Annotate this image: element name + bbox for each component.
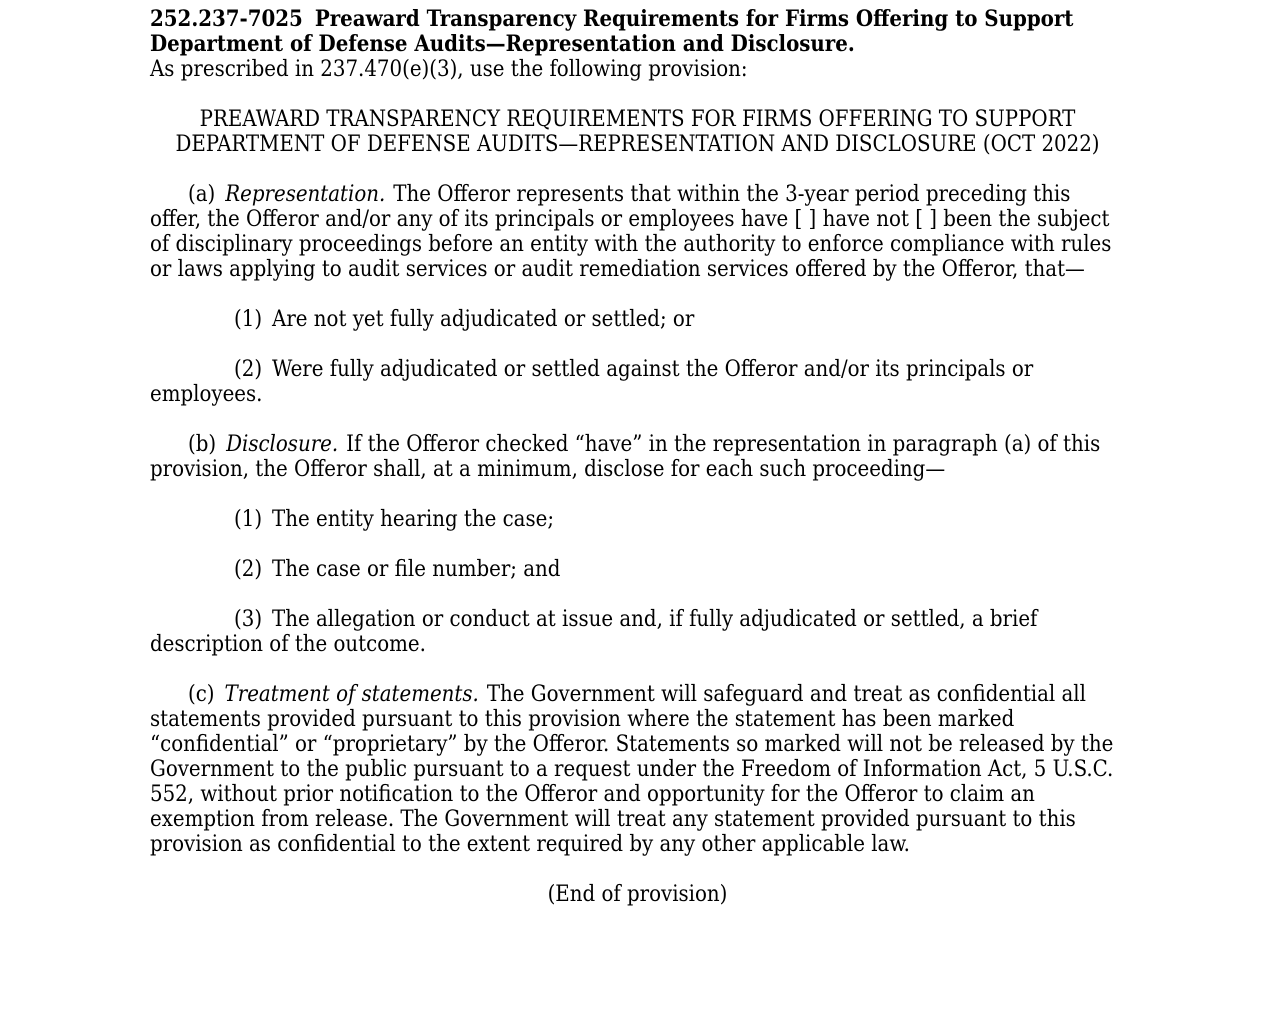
paragraph-b-item-3	[150, 607, 1125, 657]
list-item-text: Are not yet fully adjudicated or settled; or	[272, 307, 695, 332]
provision-title: PREAWARD TRANSPARENCY REQUIREMENTS FOR FIRMS OFFERING TO SUPPORT DEPARTMENT OF DEFENSE AUDITS—REPRESENTATION AND DISCLOSURE (OCT 2022)	[175, 107, 1100, 157]
list-item-label: (2)	[234, 557, 263, 582]
list-item-label: (1)	[234, 307, 263, 332]
clause-heading	[150, 7, 1125, 57]
paragraph-c	[150, 682, 1125, 857]
paragraph-c-label: (c)	[188, 682, 215, 707]
paragraph-b-item-1	[150, 507, 1125, 532]
list-item-text: The entity hearing the case;	[272, 507, 554, 532]
document-page	[150, 7, 1125, 907]
paragraph-b-text: If the Offeror checked “have” in the representation in paragraph (a) of this provision, the Offeror shall, at a minimum, disclose for each such proceeding—	[150, 432, 1101, 482]
list-item-text: The case or file number; and	[272, 557, 561, 582]
list-item-text: Were fully adjudicated or settled against the Offeror and/or its principals or employees.	[150, 357, 1034, 407]
paragraph-b-label: (b)	[188, 432, 217, 457]
paragraph-a-text: The Offeror represents that within the 3-year period preceding this offer, the Offeror and/or any of its principals or employees have [ ] have not [ ] been the subject of disciplinary proceedings before an entity with the authority to enforce compliance with rules or laws applying to audit services or audit remediation services offered by the Offeror, that—	[150, 182, 1112, 282]
list-item-label: (3)	[234, 607, 263, 632]
paragraph-b	[150, 432, 1125, 482]
clause-title: Preaward Transparency Requirements for Firms Offering to Support Department of Defense Audits—Representation and Disclosure.	[150, 6, 1074, 57]
list-item-label: (1)	[234, 507, 263, 532]
paragraph-b-item-2	[150, 557, 1125, 582]
paragraph-a	[150, 182, 1125, 282]
paragraph-c-text: The Government will safeguard and treat as confidential all statements provided pursuant to this provision where the statement has been marked “confidential” or “proprietary” by the Offeror. Statements so marked will not be released by the Government to the public pursuant to a request under the Freedom of Information Act, 5 U.S.C. 552, without prior notification to the Offeror and opportunity for the Offeror to claim an exemption from release. The Government will treat any statement provided pursuant to this provision as confidential to the extent required by any other applicable law.	[150, 682, 1114, 857]
paragraph-a-item-2	[150, 357, 1125, 407]
paragraph-a-item-1	[150, 307, 1125, 332]
list-item-text: The allegation or conduct at issue and, if fully adjudicated or settled, a brief description of the outcome.	[150, 607, 1038, 657]
clause-prescription: As prescribed in 237.470(e)(3), use the following provision:	[150, 57, 748, 82]
paragraph-c-heading: Treatment of statements.	[224, 682, 479, 707]
clause-number: 252.237-7025	[150, 6, 303, 32]
list-item-label: (2)	[234, 357, 263, 382]
end-of-provision: (End of provision)	[547, 882, 728, 907]
paragraph-a-heading: Representation.	[225, 182, 386, 207]
paragraph-a-label: (a)	[188, 182, 216, 207]
paragraph-b-heading: Disclosure.	[226, 432, 339, 457]
